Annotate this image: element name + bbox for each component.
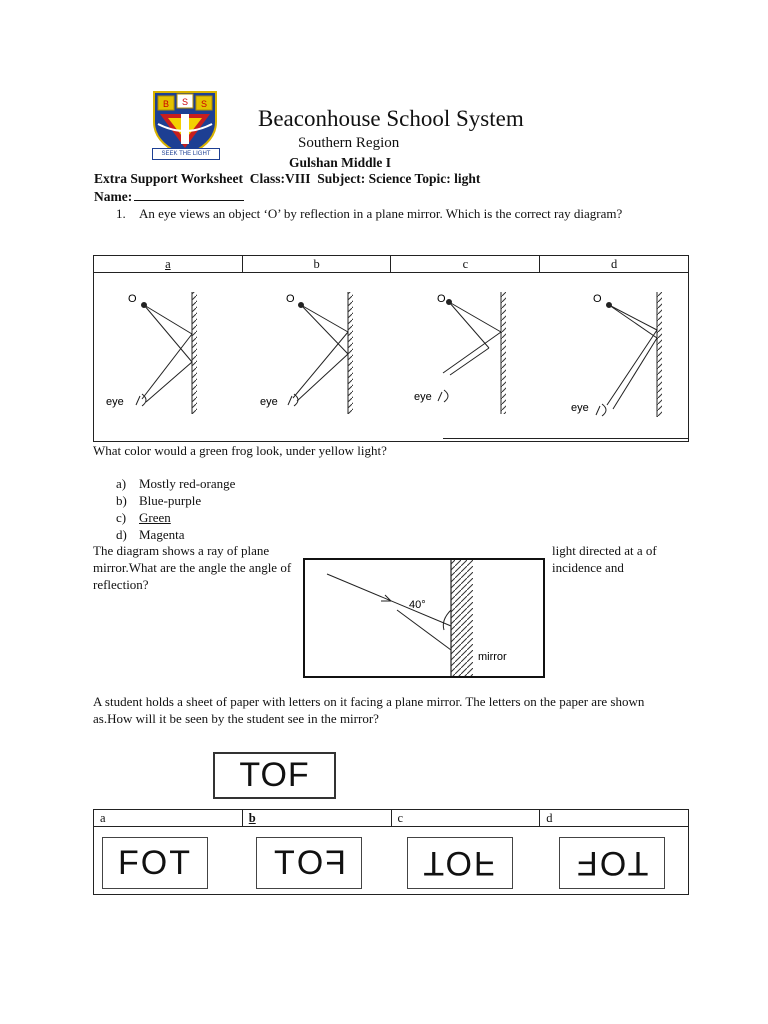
q2-option-a[interactable]: a) Mostly red-orange — [116, 476, 236, 491]
letters-option-d: TOF — [559, 837, 665, 889]
ray-arrow — [381, 595, 391, 601]
mirror-hatching — [451, 560, 473, 676]
diagram-c-eye-label: eye — [414, 391, 432, 403]
q2-option-c[interactable]: c) Green — [116, 510, 171, 525]
logo-letter-b: B — [162, 99, 170, 109]
logo-motto: SEEK THE LIGHT — [152, 148, 220, 160]
name-row — [94, 188, 244, 205]
q1-option-d[interactable]: d — [610, 256, 618, 271]
question-2-text: What color would a green frog look, under yellow light? — [93, 443, 387, 458]
sample-letters: TOF — [213, 752, 336, 799]
logo-letter-s2: S — [200, 99, 208, 109]
diagram-b-object-label: O — [286, 293, 295, 305]
ray-diagrams-panel — [93, 272, 689, 442]
angle-label: 40° — [409, 599, 426, 611]
q4-option-b[interactable]: b — [248, 810, 256, 825]
question-4-options-header — [93, 809, 689, 827]
mirror-angle-diagram — [303, 558, 545, 678]
divider-line — [443, 438, 689, 439]
letters-option-a: FOT — [102, 837, 208, 889]
mirror-label: mirror — [478, 651, 507, 663]
q4-option-d[interactable]: d — [546, 810, 553, 825]
campus-name: Gulshan Middle I — [289, 155, 392, 170]
angle-guide — [397, 610, 451, 650]
letters-option-c: TOF — [407, 837, 513, 889]
q1-option-a[interactable]: a — [165, 256, 171, 271]
q4-option-c[interactable]: c — [397, 810, 404, 825]
q1-option-b[interactable]: b — [313, 256, 320, 271]
name-label: Name: — [94, 189, 133, 204]
question-3-text-right: light directed at a of incidence and — [552, 543, 657, 575]
diagram-b-eye-label: eye — [260, 396, 278, 408]
q2-option-b[interactable]: b) Blue-purple — [116, 493, 202, 508]
mirror-letters-panel — [93, 827, 689, 895]
question-1-options-header — [93, 255, 689, 273]
angle-arc — [443, 610, 451, 630]
diagram-c-object-label: O — [437, 293, 446, 305]
worksheet-info: Extra Support Worksheet Class:VIII Subject: Science Topic: light — [94, 171, 481, 186]
q2-option-d[interactable]: d) Magenta — [116, 527, 185, 542]
diagram-d — [596, 292, 662, 417]
school-logo — [148, 88, 222, 160]
ray-diagrams-svg — [94, 272, 690, 442]
q4-option-a[interactable]: a — [100, 810, 106, 825]
diagram-a — [136, 292, 197, 414]
diagram-a-eye-label: eye — [106, 396, 124, 408]
logo-letter-s1: S — [181, 97, 189, 107]
q1-option-c[interactable]: c — [462, 256, 469, 271]
question-1-number: 1. — [116, 206, 126, 221]
diagram-b — [288, 292, 353, 414]
region-name: Southern Region — [298, 135, 400, 151]
question-2-options — [116, 475, 235, 543]
diagram-d-object-label: O — [593, 293, 602, 305]
letters-option-b: FOT — [256, 837, 362, 889]
incident-ray — [327, 574, 451, 626]
diagram-a-object-label: O — [128, 293, 137, 305]
diagram-c — [438, 292, 506, 414]
diagram-d-eye-label: eye — [571, 402, 589, 414]
name-blank-field[interactable] — [134, 188, 244, 201]
question-1-text: An eye views an object ‘O’ by reflection in a plane mirror. Which is the correct ray diagram? — [139, 206, 623, 221]
question-3-text-left: The diagram shows a ray of plane mirror.What are the angle the angle of reflection? — [93, 543, 292, 592]
question-4-text: A student holds a sheet of paper with letters on it facing a plane mirror. The letters on the paper are shown as.How will it be seen by the student see in the mirror? — [93, 694, 645, 726]
school-name: Beaconhouse School System — [258, 106, 524, 131]
